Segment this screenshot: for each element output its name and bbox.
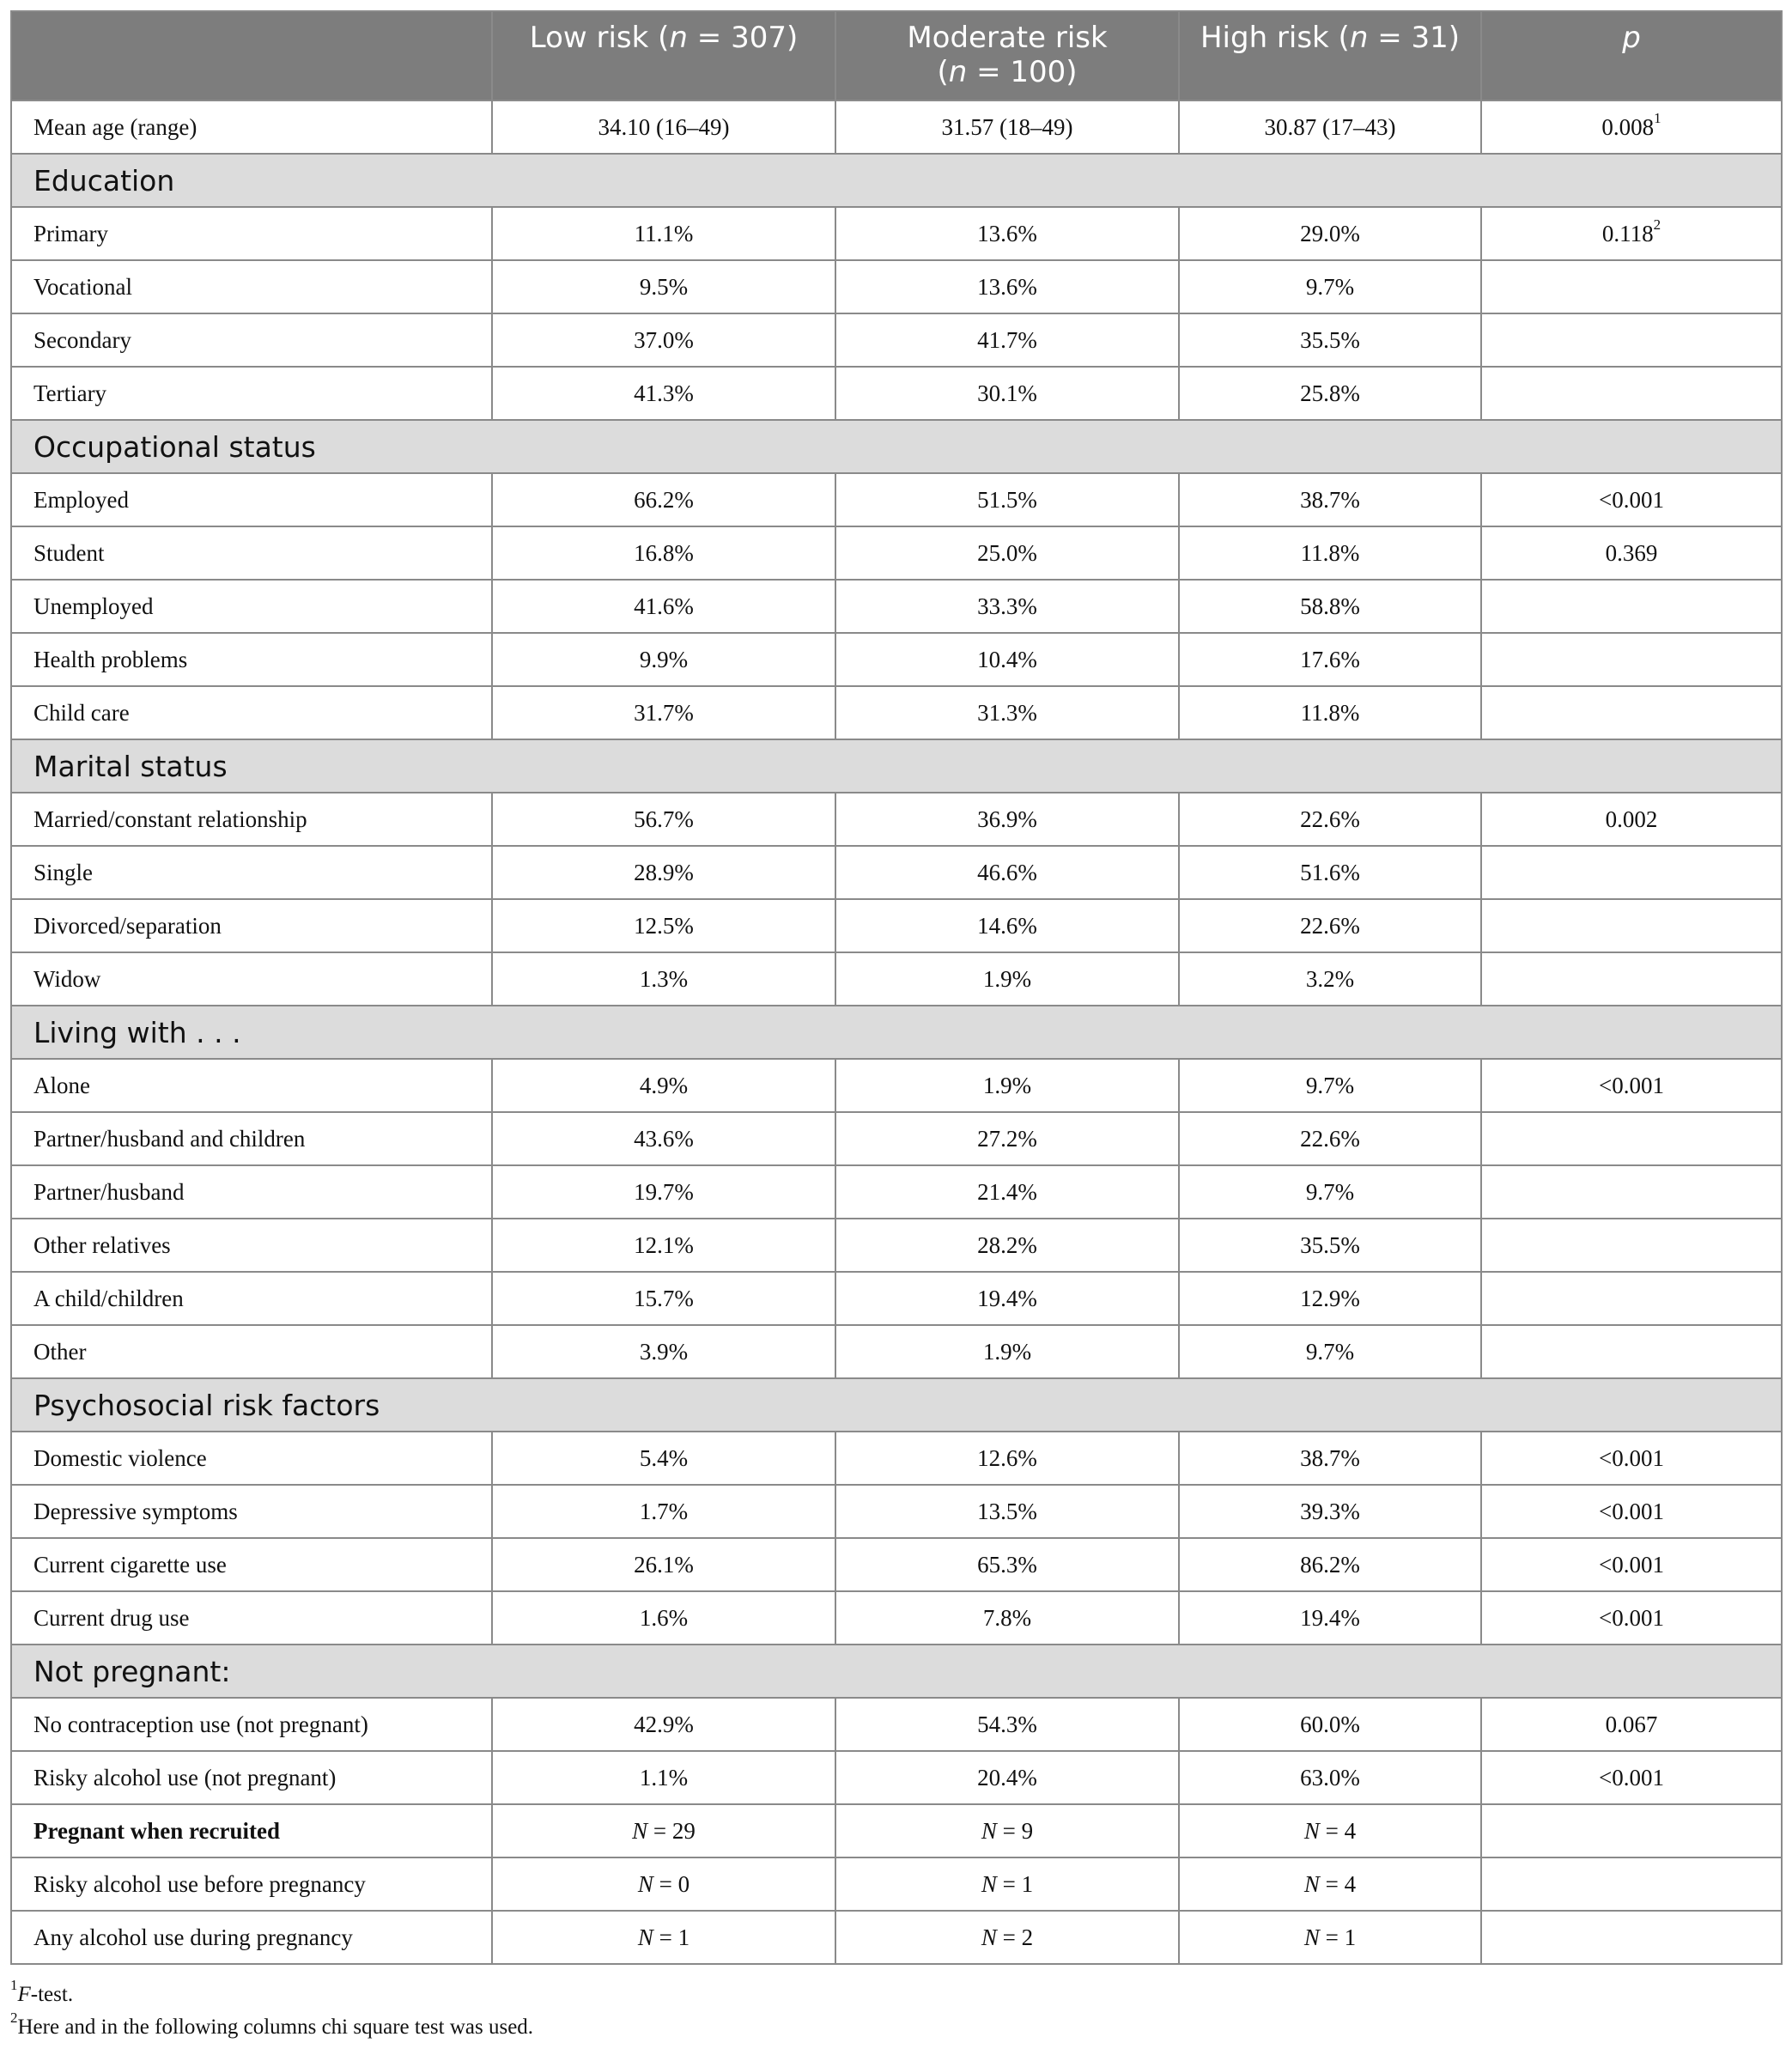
cell-high: 22.6% [1179, 1112, 1481, 1165]
cell-low: 41.3% [492, 367, 835, 420]
cell-mod: 27.2% [835, 1112, 1179, 1165]
cell-low: 66.2% [492, 473, 835, 526]
row-label: Child care [11, 686, 492, 739]
row-label: Unemployed [11, 580, 492, 633]
table-container [10, 10, 1781, 2044]
row-label: Secondary [11, 313, 492, 367]
cell-mod: 19.4% [835, 1272, 1179, 1325]
cell-low: 28.9% [492, 846, 835, 899]
cell-mod: 28.2% [835, 1219, 1179, 1272]
cell-p-value [1481, 1804, 1782, 1857]
row-label: Domestic violence [11, 1432, 492, 1485]
footnote: $^2$Here and in the following columns chi square test was used. [10, 2009, 534, 2039]
cell-low: 12.5% [492, 899, 835, 952]
row-label: Depressive symptoms [11, 1485, 492, 1538]
section-label: Occupational status [11, 420, 1782, 473]
cell-p-value: <0.001 [1481, 1591, 1782, 1645]
cell-p-value: 0.002 [1481, 793, 1782, 846]
row-label: Primary [11, 207, 492, 260]
row-label: Pregnant when recruited [11, 1804, 492, 1857]
cell-high: 51.6% [1179, 846, 1481, 899]
cell-high: 63.0% [1179, 1751, 1481, 1804]
row-label: Other relatives [11, 1219, 492, 1272]
table-row [11, 846, 1782, 899]
cell-low: 4.9% [492, 1059, 835, 1112]
table-body [11, 100, 1782, 1964]
cell-high: 3.2% [1179, 952, 1481, 1006]
row-label: Risky alcohol use before pregnancy [11, 1857, 492, 1911]
cell-mod: 14.6% [835, 899, 1179, 952]
table-row [11, 793, 1782, 846]
cell-p-value [1481, 1219, 1782, 1272]
cell-high: 12.9% [1179, 1272, 1481, 1325]
cell-mod: 13.6% [835, 207, 1179, 260]
header-empty [11, 11, 492, 100]
cell-high: 22.6% [1179, 899, 1481, 952]
cell-low: 31.7% [492, 686, 835, 739]
table-row [11, 633, 1782, 686]
table-row [11, 207, 1782, 260]
footnotes [10, 1976, 1781, 2044]
cell-high: 60.0% [1179, 1698, 1481, 1751]
header-moderate-risk: Moderate risk (n = 100) [835, 11, 1179, 100]
footnote: $^1$F-test. [10, 1976, 74, 2006]
header-row [11, 11, 1782, 100]
cell-high: 9.7% [1179, 1059, 1481, 1112]
cell-low: 42.9% [492, 1698, 835, 1751]
cell-mod: 31.3% [835, 686, 1179, 739]
cell-mod: 21.4% [835, 1165, 1179, 1219]
cell-high: 9.7% [1179, 1165, 1481, 1219]
cell-p-value [1481, 367, 1782, 420]
cell-high: 11.8% [1179, 526, 1481, 580]
cell-high: 9.7% [1179, 260, 1481, 313]
cell-p-value [1481, 633, 1782, 686]
cell-low: 1.7% [492, 1485, 835, 1538]
cell-high: 38.7% [1179, 1432, 1481, 1485]
row-label: Partner/husband and children [11, 1112, 492, 1165]
cell-p-value: <0.001 [1481, 1751, 1782, 1804]
row-label: Current drug use [11, 1591, 492, 1645]
cell-low: 41.6% [492, 580, 835, 633]
cell-high: N = 1 [1179, 1911, 1481, 1964]
cell-low: 43.6% [492, 1112, 835, 1165]
cell-low: 1.6% [492, 1591, 835, 1645]
table-row [11, 1591, 1782, 1645]
section-label: Not pregnant: [11, 1645, 1782, 1698]
cell-high: 29.0% [1179, 207, 1481, 260]
cell-p-value [1481, 846, 1782, 899]
section-header-row [11, 154, 1782, 207]
cell-high: 35.5% [1179, 1219, 1481, 1272]
table-row [11, 526, 1782, 580]
cell-mod: 65.3% [835, 1538, 1179, 1591]
table-row [11, 1911, 1782, 1964]
cell-p-value: <0.001 [1481, 1485, 1782, 1538]
row-label: Vocational [11, 260, 492, 313]
cell-mod: 30.1% [835, 367, 1179, 420]
cell-low: 34.10 (16–49) [492, 100, 835, 154]
cell-low: 5.4% [492, 1432, 835, 1485]
table-row [11, 1432, 1782, 1485]
cell-low: 1.3% [492, 952, 835, 1006]
cell-low: 15.7% [492, 1272, 835, 1325]
table-row [11, 473, 1782, 526]
cell-mod: 33.3% [835, 580, 1179, 633]
row-label: Alone [11, 1059, 492, 1112]
cell-high: 86.2% [1179, 1538, 1481, 1591]
row-label: Risky alcohol use (not pregnant) [11, 1751, 492, 1804]
cell-p-value [1481, 1325, 1782, 1378]
table-row [11, 100, 1782, 154]
cell-mod: 36.9% [835, 793, 1179, 846]
table-row [11, 1165, 1782, 1219]
cell-p-value [1481, 580, 1782, 633]
cell-mod: 12.6% [835, 1432, 1179, 1485]
cell-p-value [1481, 1857, 1782, 1911]
row-label: Divorced/separation [11, 899, 492, 952]
row-label: Current cigarette use [11, 1538, 492, 1591]
cell-p-value: <0.001 [1481, 1538, 1782, 1591]
cell-high: 35.5% [1179, 313, 1481, 367]
cell-mod: 1.9% [835, 952, 1179, 1006]
row-label: Partner/husband [11, 1165, 492, 1219]
section-header-row [11, 1645, 1782, 1698]
cell-high: 30.87 (17–43) [1179, 100, 1481, 154]
cell-low: 37.0% [492, 313, 835, 367]
cell-p-value: <0.001 [1481, 1432, 1782, 1485]
cell-p-value: 0.369 [1481, 526, 1782, 580]
cell-low: 9.5% [492, 260, 835, 313]
row-label: Employed [11, 473, 492, 526]
cell-low: 19.7% [492, 1165, 835, 1219]
section-label: Marital status [11, 739, 1782, 793]
row-label: A child/children [11, 1272, 492, 1325]
cell-mod: 54.3% [835, 1698, 1179, 1751]
table-row [11, 1485, 1782, 1538]
cell-high: N = 4 [1179, 1804, 1481, 1857]
row-label: Tertiary [11, 367, 492, 420]
row-label: Widow [11, 952, 492, 1006]
cell-p-value [1481, 1911, 1782, 1964]
cell-p-value [1481, 1112, 1782, 1165]
cell-mod: N = 9 [835, 1804, 1179, 1857]
cell-low: N = 29 [492, 1804, 835, 1857]
cell-high: 17.6% [1179, 633, 1481, 686]
table-row [11, 1538, 1782, 1591]
section-header-row [11, 420, 1782, 473]
cell-high: 38.7% [1179, 473, 1481, 526]
cell-low: 16.8% [492, 526, 835, 580]
cell-high: 9.7% [1179, 1325, 1481, 1378]
cell-p-value [1481, 313, 1782, 367]
table-row [11, 686, 1782, 739]
table-row [11, 1272, 1782, 1325]
cell-high: 19.4% [1179, 1591, 1481, 1645]
table-row [11, 580, 1782, 633]
cell-mod: 10.4% [835, 633, 1179, 686]
cell-mod: 25.0% [835, 526, 1179, 580]
footnote-marker: 2 [1653, 216, 1661, 233]
row-label: Single [11, 846, 492, 899]
cell-p-value [1481, 899, 1782, 952]
table-row [11, 1804, 1782, 1857]
table-row [11, 1325, 1782, 1378]
header-p-value: p [1481, 11, 1782, 100]
cell-mod: 13.5% [835, 1485, 1179, 1538]
cell-mod: N = 2 [835, 1911, 1179, 1964]
section-label: Education [11, 154, 1782, 207]
cell-p-value [1481, 952, 1782, 1006]
cell-mod: 13.6% [835, 260, 1179, 313]
table-row [11, 367, 1782, 420]
cell-low: 56.7% [492, 793, 835, 846]
section-header-row [11, 739, 1782, 793]
cell-low: N = 0 [492, 1857, 835, 1911]
cell-high: 11.8% [1179, 686, 1481, 739]
cell-high: 58.8% [1179, 580, 1481, 633]
section-header-row [11, 1006, 1782, 1059]
table-row [11, 1059, 1782, 1112]
cell-p-value: 0.067 [1481, 1698, 1782, 1751]
cell-p-value [1481, 260, 1782, 313]
table-row [11, 952, 1782, 1006]
row-label: Health problems [11, 633, 492, 686]
cell-p-value: 0.118$^2$ [1481, 207, 1782, 260]
table-row [11, 1751, 1782, 1804]
table-row [11, 1698, 1782, 1751]
table-row [11, 899, 1782, 952]
cell-low: N = 1 [492, 1911, 835, 1964]
table-row [11, 313, 1782, 367]
cell-p-value: 0.008$^1$ [1481, 100, 1782, 154]
cell-mod: 1.9% [835, 1325, 1179, 1378]
cell-high: 25.8% [1179, 367, 1481, 420]
cell-low: 26.1% [492, 1538, 835, 1591]
cell-mod: 20.4% [835, 1751, 1179, 1804]
cell-p-value [1481, 686, 1782, 739]
cell-mod: 7.8% [835, 1591, 1179, 1645]
table-row [11, 260, 1782, 313]
cell-low: 1.1% [492, 1751, 835, 1804]
row-label: Married/constant relationship [11, 793, 492, 846]
cell-low: 12.1% [492, 1219, 835, 1272]
cell-low: 9.9% [492, 633, 835, 686]
demographics-table [10, 10, 1783, 1965]
cell-mod: 46.6% [835, 846, 1179, 899]
table-row [11, 1112, 1782, 1165]
cell-high: 22.6% [1179, 793, 1481, 846]
row-label: Any alcohol use during pregnancy [11, 1911, 492, 1964]
cell-mod: 1.9% [835, 1059, 1179, 1112]
cell-p-value: <0.001 [1481, 473, 1782, 526]
table-row [11, 1219, 1782, 1272]
cell-p-value: <0.001 [1481, 1059, 1782, 1112]
cell-low: 11.1% [492, 207, 835, 260]
row-label: Mean age (range) [11, 100, 492, 154]
cell-p-value [1481, 1165, 1782, 1219]
cell-mod: N = 1 [835, 1857, 1179, 1911]
row-label: No contraception use (not pregnant) [11, 1698, 492, 1751]
cell-high: N = 4 [1179, 1857, 1481, 1911]
row-label: Other [11, 1325, 492, 1378]
cell-high: 39.3% [1179, 1485, 1481, 1538]
section-label: Psychosocial risk factors [11, 1378, 1782, 1432]
header-high-risk: High risk (n = 31) [1179, 11, 1481, 100]
cell-mod: 31.57 (18–49) [835, 100, 1179, 154]
section-label: Living with . . . [11, 1006, 1782, 1059]
table-row [11, 1857, 1782, 1911]
cell-mod: 41.7% [835, 313, 1179, 367]
cell-low: 3.9% [492, 1325, 835, 1378]
cell-mod: 51.5% [835, 473, 1179, 526]
row-label: Student [11, 526, 492, 580]
section-header-row [11, 1378, 1782, 1432]
header-low-risk: Low risk (n = 307) [492, 11, 835, 100]
cell-p-value [1481, 1272, 1782, 1325]
footnote-marker: 1 [1654, 109, 1661, 126]
